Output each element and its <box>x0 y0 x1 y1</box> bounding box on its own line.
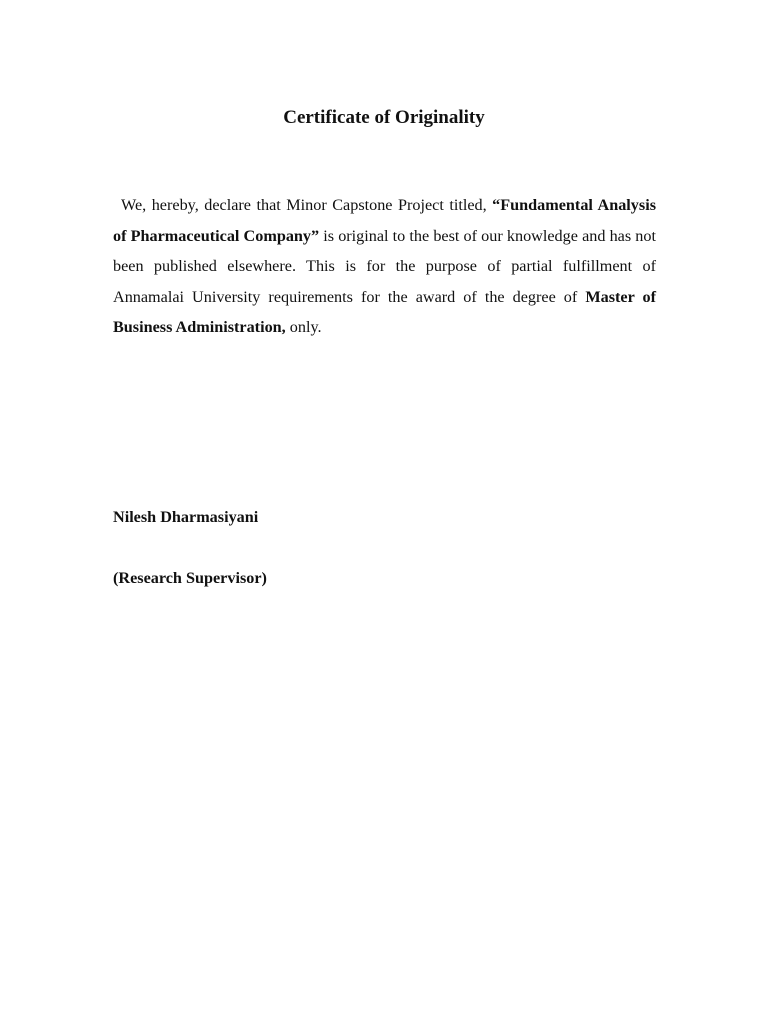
signatory-role: (Research Supervisor) <box>113 569 267 587</box>
declaration-paragraph <box>113 190 656 343</box>
signatory-name: Nilesh Dharmasiyani <box>113 508 259 526</box>
declaration-intro: We, hereby, declare that Minor Capstone Project titled, <box>121 196 493 214</box>
certificate-title: Certificate of Originality <box>283 107 485 128</box>
declaration-ending: only. <box>285 318 322 336</box>
declaration-body: is original to the best of our knowledge and has not been published elsewhere. This is for the purpose of partial fulfillment of Annamalai University requirements for the award of the degree of <box>113 226 656 306</box>
degree-name: Master of Business Administration, <box>113 287 656 336</box>
project-title: “Fundamental Analysis of Pharmaceutical Company” <box>113 196 656 245</box>
